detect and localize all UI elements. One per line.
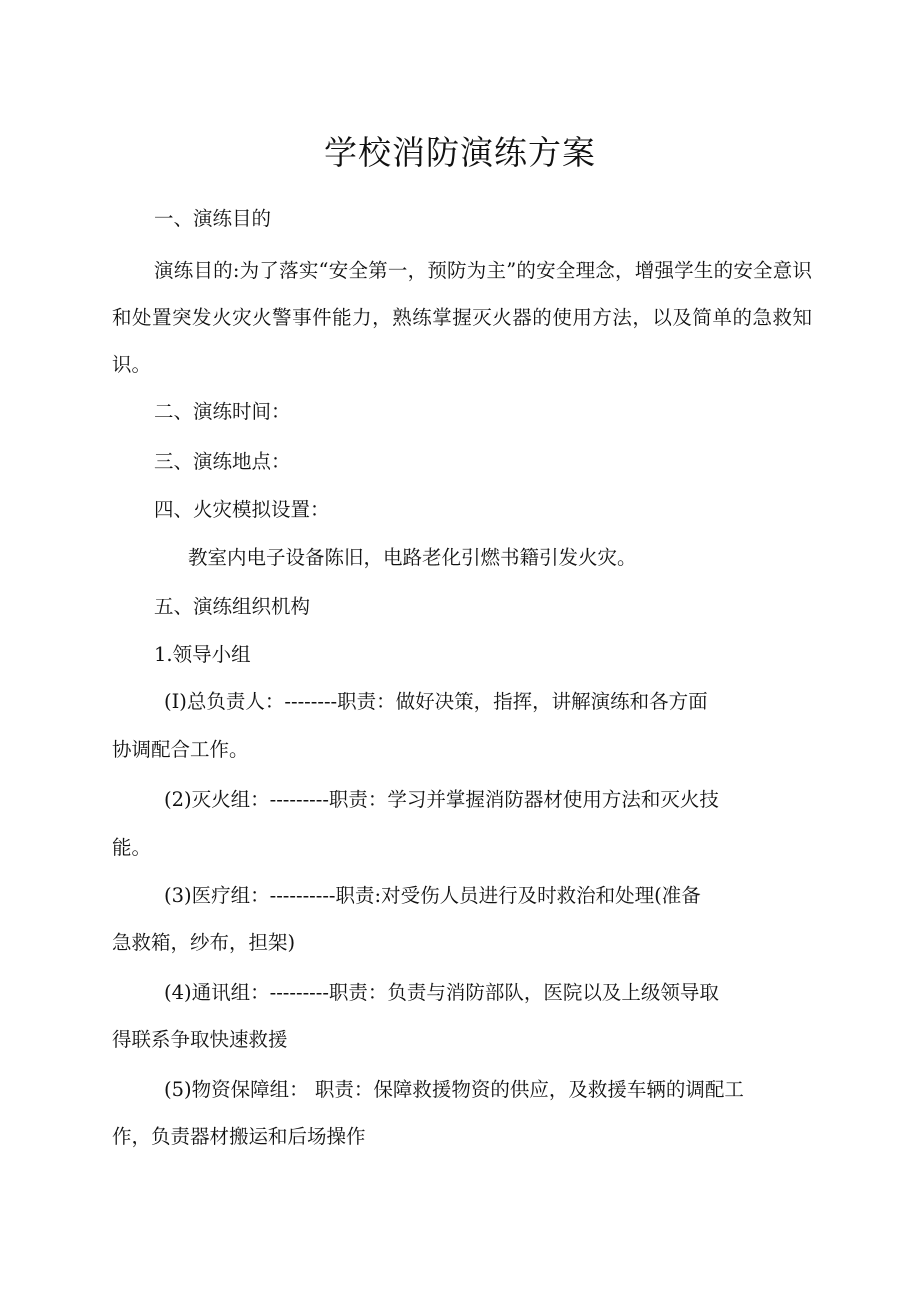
organization-heading: 五、演练组织机构: [154, 595, 311, 618]
fire-setup-heading: 四、火灾模拟设置：: [154, 498, 330, 521]
role-line-primary: (4)通讯组：---------职责：负责与消防部队，医院以及上级领导取: [164, 981, 719, 1004]
role-line-primary: (5)物资保障组： 职责：保障救援物资的供应，及救援车辆的调配工: [164, 1078, 744, 1101]
time-heading: 二、演练时间：: [154, 400, 291, 423]
location-heading: 三、演练地点：: [154, 450, 291, 473]
purpose-heading: 一、演练目的: [154, 207, 272, 230]
role-line-primary: (3)医疗组：----------职责:对受伤人员进行及时救治和处理(准备: [164, 884, 701, 907]
leadership-heading: 1.领导小组: [154, 643, 251, 666]
role-line-continuation: 能。: [112, 836, 152, 859]
role-line-continuation: 协调配合工作。: [112, 738, 249, 761]
role-line-continuation: 作，负责器材搬运和后场操作: [112, 1125, 366, 1148]
fire-setup-text: 教室内电子设备陈旧，电路老化引燃书籍引发火灾。: [188, 546, 637, 569]
purpose-paragraph: 演练目的:为了落实“安全第一，预防为主”的安全理念，增强学生的安全意识和处置突发火灾火警事件能力，熟练掌握灭火器的使用方法，以及简单的急救知识。: [112, 259, 812, 376]
role-line-primary: (2)灭火组：---------职责：学习并掌握消防器材使用方法和灭火技: [164, 788, 719, 811]
role-line-continuation: 急救箱，纱布，担架): [112, 931, 296, 954]
document-title: 学校消防演练方案: [324, 133, 596, 172]
role-line-continuation: 得联系争取快速救援: [112, 1028, 288, 1051]
role-line-primary: (I)总负责人：--------职责：做好决策，指挥，讲解演练和各方面: [164, 690, 708, 713]
